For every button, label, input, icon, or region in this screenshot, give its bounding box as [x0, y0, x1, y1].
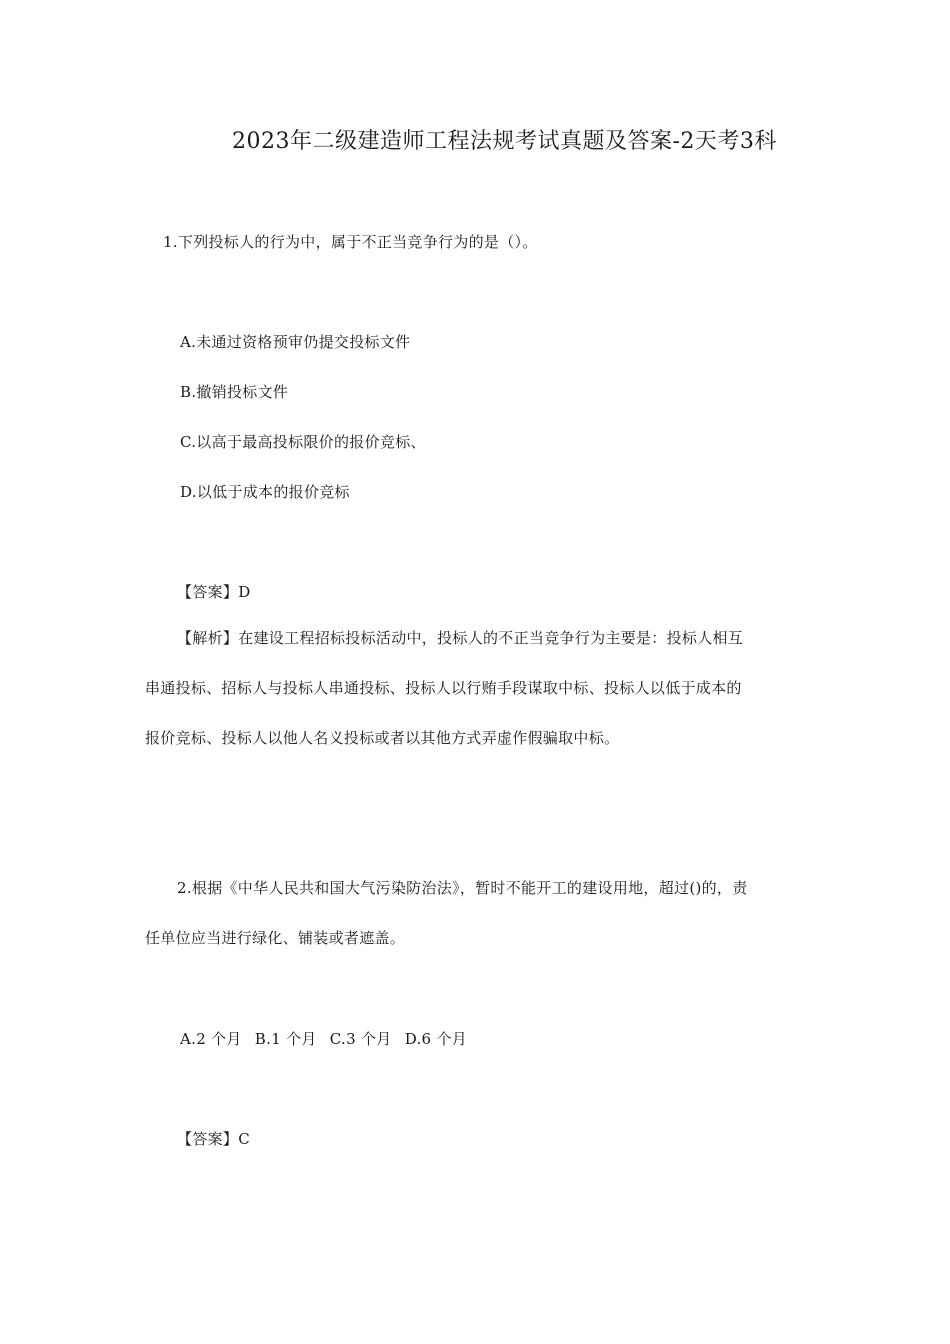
question-1-option-d: D.以低于成本的报价竞标	[180, 483, 350, 501]
question-1-option-b: B.撤销投标文件	[180, 383, 289, 401]
question-2-option-a: A.2 个月	[180, 1030, 242, 1048]
question-2-answer: 【答案】C	[177, 1130, 250, 1148]
question-2-option-b: B.1 个月	[254, 1030, 317, 1048]
question-1-option-a: A.未通过资格预审仍提交投标文件	[180, 333, 411, 351]
analysis-text: 在建设工程招标投标活动中，投标人的不正当竞争行为主要是：投标人相互串通投标、招标人与投标人串通投标、投标人以行贿手段谋取中标、投标人以低于成本的报价竞标、投标人以他人名义投标或者以其他方式弄虚作假骗取中标。	[145, 629, 744, 747]
question-2-option-d: D.6 个月	[404, 1030, 468, 1048]
question-1-option-c: C.以高于最高投标限价的报价竞标、	[180, 433, 426, 451]
question-1-analysis	[145, 613, 755, 763]
analysis-label: 【解析】	[177, 629, 239, 647]
question-1-answer: 【答案】D	[177, 583, 251, 601]
question-2-option-c: C.3 个月	[329, 1030, 392, 1048]
question-2-stem: 2.根据《中华人民共和国大气污染防治法》，暂时不能开工的建设用地，超过()的，责任单位应当进行绿化、铺装或者遮盖。	[145, 879, 748, 947]
document-title: 2023年二级建造师工程法规考试真题及答案-2天考3科	[232, 129, 777, 154]
question-1-stem: 1.下列投标人的行为中，属于不正当竞争行为的是（）。	[163, 233, 538, 251]
question-2-options	[180, 1028, 475, 1049]
